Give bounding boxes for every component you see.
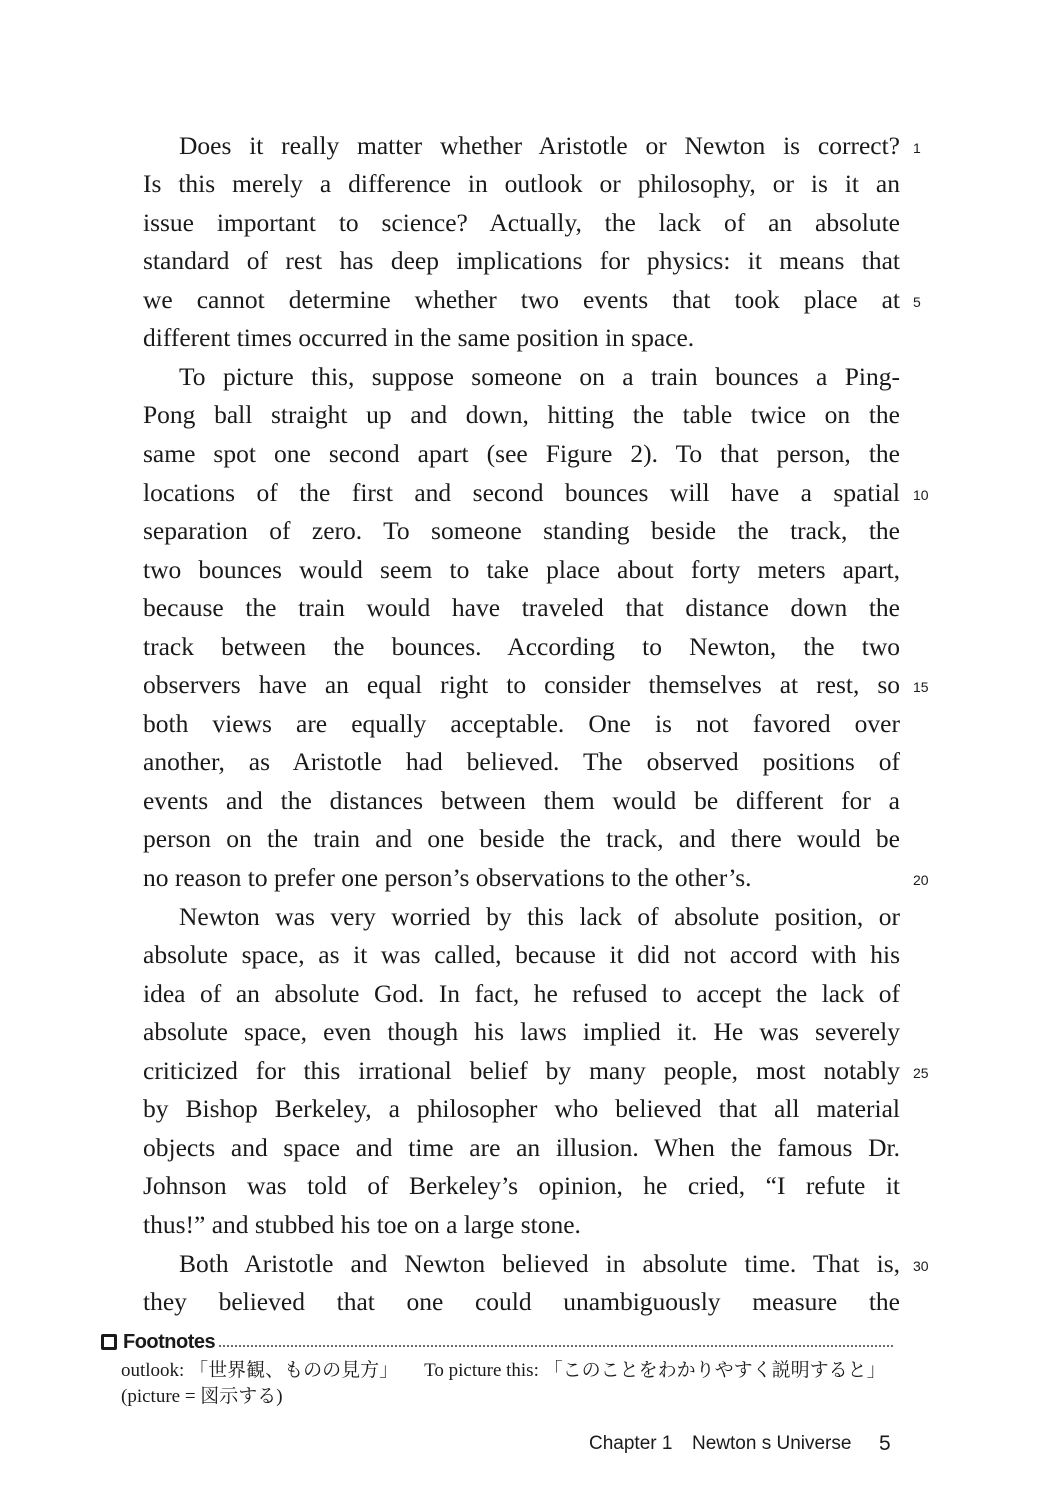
text-line: Johnson was told of Berkeley’s opinion, he cried, “I refute it [143, 1171, 900, 1200]
line-number: 20 [913, 872, 929, 888]
checkbox-square-icon [101, 1334, 117, 1350]
text-line: because the train would have traveled that distance down the [143, 593, 900, 622]
line-number: 1 [913, 140, 921, 156]
chapter-label: Chapter 1 [589, 1433, 673, 1454]
text-line: different times occurred in the same position in space. [143, 323, 695, 352]
text-line: they believed that one could unambiguously measure the [143, 1287, 900, 1316]
footnote-line [121, 1384, 283, 1410]
text-line: person on the train and one beside the track, and there would be [143, 824, 900, 853]
text-line: track between the bounces. According to Newton, the two [143, 632, 900, 661]
dotted-divider [219, 1345, 893, 1347]
text-line: idea of an absolute God. In fact, he refused to accept the lack of [143, 979, 900, 1008]
text-line: standard of rest has deep implications for physics: it means that [143, 246, 900, 275]
text-line: by Bishop Berkeley, a philosopher who believed that all material [143, 1094, 900, 1123]
chapter-title: Newton s Universe [692, 1433, 852, 1454]
text-line: no reason to prefer one person’s observations to the other’s. [143, 863, 752, 892]
text-line: thus!” and stubbed his toe on a large stone. [143, 1210, 581, 1239]
text-line: another, as Aristotle had believed. The observed positions of [143, 747, 900, 776]
text-line: criticized for this irrational belief by many people, most notably [143, 1056, 900, 1085]
text-line: issue important to science? Actually, the lack of an absolute [143, 208, 900, 237]
text-line: two bounces would seem to take place about forty meters apart, [143, 555, 900, 584]
text-line: To picture this, suppose someone on a train bounces a Ping- [179, 362, 900, 391]
text-line: Pong ball straight up and down, hitting the table twice on the [143, 400, 900, 429]
text-line: separation of zero. To someone standing beside the track, the [143, 516, 900, 545]
text-line: locations of the first and second bounces will have a spatial [143, 478, 900, 507]
text-line: events and the distances between them would be different for a [143, 786, 900, 815]
text-line: absolute space, as it was called, because it did not accord with his [143, 940, 900, 969]
text-line: Does it really matter whether Aristotle or Newton is correct? [179, 131, 900, 160]
footnote-line [121, 1358, 886, 1384]
footnotes-label: Footnotes [123, 1330, 216, 1353]
text-line: observers have an equal right to consider themselves at rest, so [143, 670, 900, 699]
footnotes-heading [101, 1329, 893, 1355]
line-number: 15 [913, 679, 929, 695]
text-line: same spot one second apart (see Figure 2). To that person, the [143, 439, 900, 468]
text-line: both views are equally acceptable. One is not favored over [143, 709, 900, 738]
footnote-entry: To picture this: 「このことをわかりやすく説明すると」 [424, 1360, 886, 1381]
line-number: 5 [913, 294, 921, 310]
text-line: objects and space and time are an illusion. When the famous Dr. [143, 1133, 900, 1162]
line-number: 10 [913, 487, 929, 503]
line-number: 25 [913, 1065, 929, 1081]
line-number: 30 [913, 1258, 929, 1274]
text-line: Newton was very worried by this lack of absolute position, or [179, 902, 900, 931]
footnote-entry: outlook: 「世界観、ものの見方」 [121, 1360, 399, 1381]
text-line: Is this merely a difference in outlook or philosophy, or is it an [143, 169, 900, 198]
text-line: absolute space, even though his laws implied it. He was severely [143, 1017, 900, 1046]
footnote-entry: (picture = 図示する) [121, 1386, 283, 1407]
page-number: 5 [879, 1432, 891, 1455]
text-line: we cannot determine whether two events that took place at [143, 285, 900, 314]
text-line: Both Aristotle and Newton believed in absolute time. That is, [179, 1249, 900, 1278]
